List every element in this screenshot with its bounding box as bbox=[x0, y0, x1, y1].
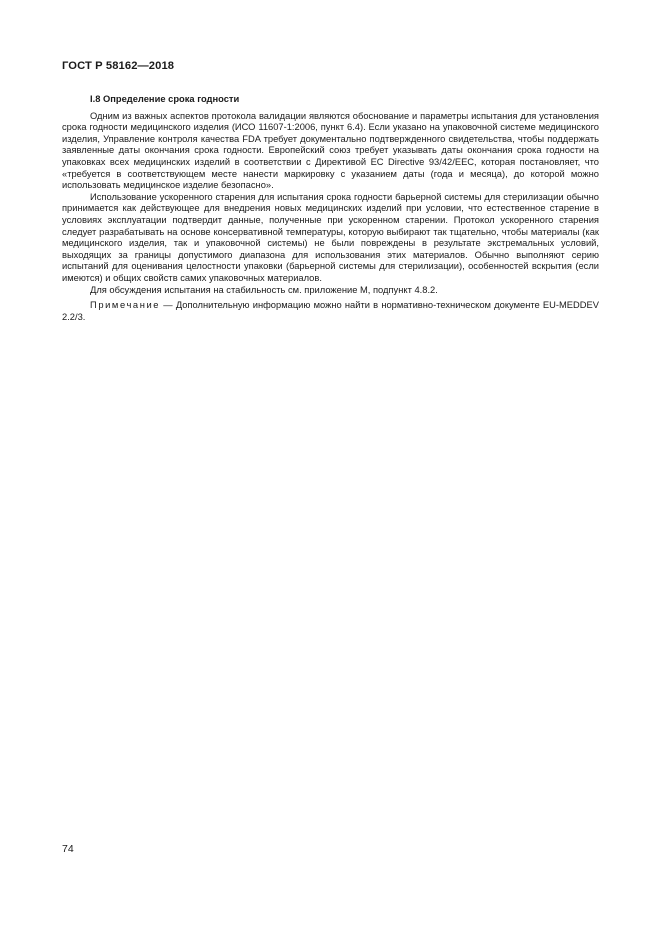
section-title: I.8 Определение срока годности bbox=[90, 94, 240, 104]
page-number: 74 bbox=[62, 843, 74, 855]
note-label: Примечание bbox=[90, 300, 161, 311]
paragraph: Для обсуждения испытания на стабильность см. приложение М, подпункт 4.8.2. bbox=[90, 284, 438, 295]
paragraph: Использование ускоренного старения для испытания срока годности барьерной системы для стерилизации обычно принимается как действующее для внедрения новых медицинских изделий при условии, что естественное старение в условиях эксплуатации подтвердит данные, полученные при ускоренном старении. Протокол ускоренного старения следует разрабатывать на основе консервативной температуры, которую выбирают так тщательно, чтобы материалы (как медицинского изделия, так и упаковочной системы) не были повреждены в результате экстремальных условий, выходящих за границы допустимого диапазона для использования этих материалов. Обычно выполняют серию испытаний для оценивания целостности упаковки (барьерной системы для стерилизации), особенностей вскрытия (если имеются) и общих свойств самих упаковочных материалов. bbox=[62, 191, 599, 283]
note-text: — Дополнительную информацию можно найти в нормативно-техническом документе EU-MEDDEV 2.2/3. bbox=[62, 300, 599, 322]
document-header: ГОСТ Р 58162—2018 bbox=[62, 60, 175, 72]
paragraph: Одним из важных аспектов протокола валидации являются обоснование и параметры испытания для установления срока годности медицинского изделия (ИСО 11607-1:2006, пункт 6.4). Если указано на упаковочной системе медицинского изделия, Управление контроля качества FDA требует документально подтвержденного свидетельства, чтобы поддержать заявленные даты окончания срока годности. Европейский союз требует указывать даты окончания срока годности на упаковках всех медицинских изделий в соответствии с Директивой ЕС Directive 93/42/EEC, которая постановляет, что «требуется в соответствующем месте нанести маркировку с указанием даты (года и месяца), до которой можно использовать медицинское изделие безопасно». bbox=[62, 110, 599, 191]
document-body bbox=[62, 94, 599, 323]
note bbox=[62, 300, 599, 323]
